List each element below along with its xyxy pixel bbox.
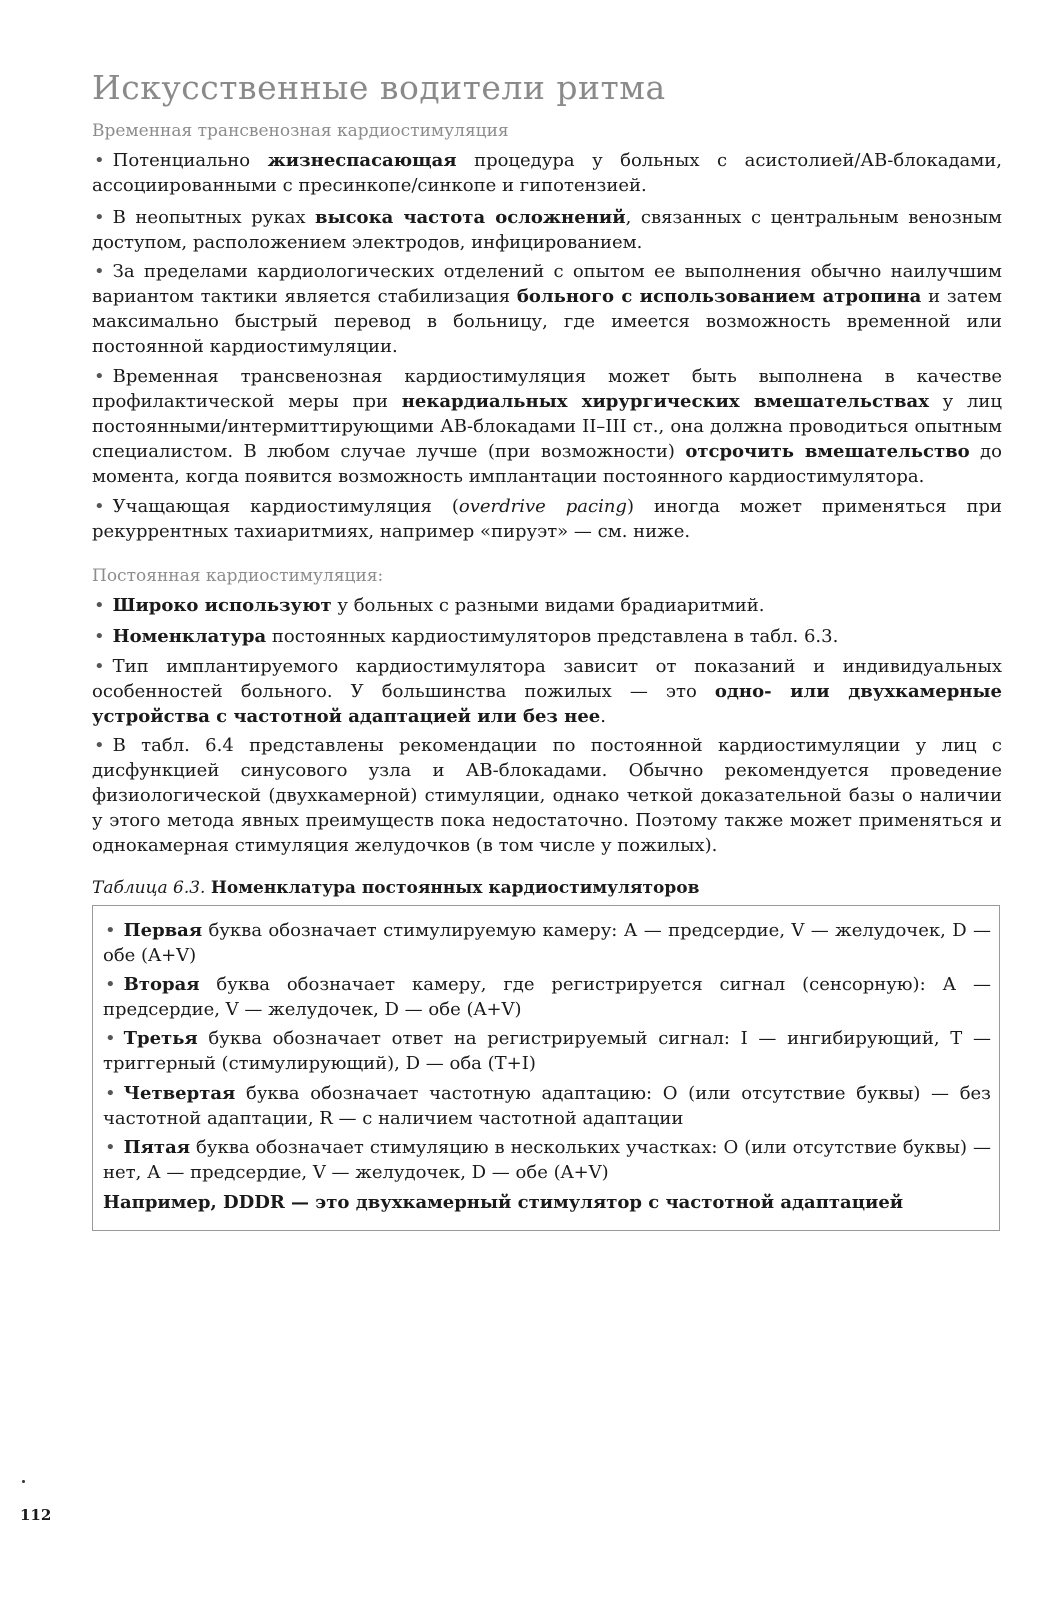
table-row: • Пятая буква обозначает стимуляцию в нескольких участках: О (или отсутствие буквы) — нет, А — предсердие, V — желудочек, D — обе (A+V) (103, 1137, 991, 1183)
table-row: • Четвертая буква обозначает частотную адаптацию: О (или отсутствие буквы) — без частотной адаптации, R — с наличием частотной адаптации (103, 1083, 991, 1129)
section-heading-temporary: Временная трансвенозная кардиостимуляция (92, 121, 509, 141)
bullet-icon: • (105, 1028, 116, 1049)
example-note: Например, DDDR — это двухкамерный стимулятор с частотной адаптацией (103, 1192, 904, 1213)
bullet-icon: • (105, 920, 116, 941)
list-item: • Временная трансвенозная кардиостимуляция может быть выполнена в качестве профилактической меры при некардиальных хирургических вмешательствах у лиц постоянными/интермиттирующими АВ-блокадами II–III ст., она должна проводиться опытным специалистом. В любом случае лучше (при возможности) отсрочить вмешательство до момента, когда появится возможность имплантации постоянного кардиостимулятора. (92, 366, 1002, 487)
bullet-icon: • (94, 261, 105, 282)
section-heading-permanent: Постоянная кардиостимуляция: (92, 566, 384, 586)
table-row: • Первая буква обозначает стимулируемую камеру: А — предсердие, V — желудочек, D — обе (A+V) (103, 920, 991, 966)
bullet-icon: • (94, 656, 105, 677)
list-item: • За пределами кардиологических отделений с опытом ее выполнения обычно наилучшим вариантом тактики является стабилизация больного с использованием атропина и затем максимально быстрый перевод в больницу, где имеется возможность временной или постоянной кардиостимуляции. (92, 261, 1003, 357)
bullet-icon: • (105, 1137, 116, 1158)
page-title: Искусственные водители ритма (92, 68, 666, 107)
bullet-icon: • (105, 1083, 116, 1104)
bullet-icon: • (94, 366, 105, 387)
table-caption (92, 878, 699, 898)
list-item: • Широко используют у больных с разными видами брадиаритмий. (94, 595, 765, 616)
table-row: • Третья буква обозначает ответ на регистрируемый сигнал: I — ингибирующий, T — триггерный (стимулирующий), D — оба (T+I) (103, 1028, 991, 1074)
bullet-icon: • (94, 595, 105, 616)
scan-speck (22, 1480, 25, 1483)
list-item: • В неопытных руках высока частота осложнений, связанных с центральным венозным доступом, расположением электродов, инфицированием. (92, 207, 1002, 253)
list-item: • Учащающая кардиостимуляция (overdrive pacing) иногда может применяться при рекуррентных тахиаритмиях, например «пируэт» — см. ниже. (92, 496, 1002, 542)
table-row: • Вторая буква обозначает камеру, где регистрируется сигнал (сенсорную): А — предсердие, V — желудочек, D — обе (A+V) (103, 974, 991, 1020)
list-item: • Тип имплантируемого кардиостимулятора зависит от показаний и индивидуальных особенностей больного. У большинства пожилых — это одно- или двухкамерные устройства с частотной адаптацией или без нее. (92, 656, 1002, 727)
bullet-icon: • (94, 626, 105, 647)
list-item: • Потенциально жизнеспасающая процедура у больных с асистолией/АВ-блокадами, ассоциированными с пресинкопе/синкопе и гипотензией. (92, 150, 1002, 196)
bullet-icon: • (94, 207, 105, 228)
table-title: Номенклатура постоянных кардиостимуляторов (210, 878, 700, 898)
list-item: • В табл. 6.4 представлены рекомендации по постоянной кардиостимуляции у лиц с дисфункцией синусового узла и АВ-блокадами. Обычно рекомендуется проведение физиологической (двухкамерной) стимуляции, однако четкой доказательной базы о наличии у этого метода явных преимуществ пока недостаточно. Поэтому также может применяться и однокамерная стимуляция желудочков (в том числе у пожилых). (92, 735, 1002, 856)
nomenclature-box (92, 905, 1000, 1231)
list-item: • Номенклатура постоянных кардиостимуляторов представлена в табл. 6.3. (94, 626, 839, 647)
page-number: 112 (20, 1506, 52, 1524)
bullet-icon: • (94, 496, 105, 517)
bullet-icon: • (94, 150, 105, 171)
bullet-icon: • (105, 974, 116, 995)
table-label: Таблица 6.3. (92, 878, 206, 898)
bullet-icon: • (94, 735, 105, 756)
